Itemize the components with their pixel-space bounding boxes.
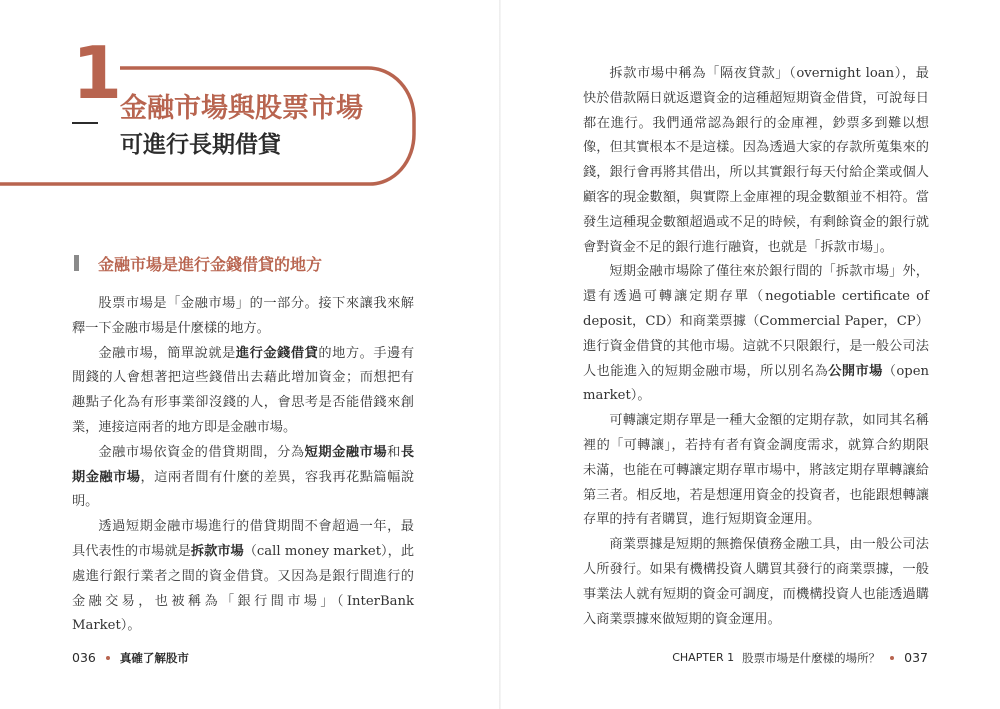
running-title: 股票市場是什麼樣的場所？ xyxy=(742,651,881,665)
right-footer xyxy=(672,649,928,667)
paragraph-text: 股票市場是「金融市場」的一部分。接下來讓我來解釋一下金融市場是什麼樣的地方。 xyxy=(72,296,414,336)
page-number: 036 xyxy=(72,650,96,665)
paragraph-text: 和 xyxy=(387,444,401,460)
section-heading xyxy=(74,252,322,274)
page-number: 037 xyxy=(904,650,928,665)
paragraph xyxy=(72,342,414,441)
section-bar-marker xyxy=(74,255,79,271)
chapter-label: CHAPTER 1 xyxy=(672,651,735,664)
paragraph xyxy=(72,515,414,639)
left-page-body xyxy=(72,292,414,639)
left-footer xyxy=(72,649,189,667)
emphasis-term: 短期金融市場 xyxy=(304,444,388,460)
chapter-subtitle: 可進行長期借貸 xyxy=(120,132,281,158)
paragraph-text: （open market）。 xyxy=(583,363,930,404)
bullet-dot-icon xyxy=(106,656,110,660)
paragraph-text: ，這兩者間有什麼的差異，容我再花點篇幅說明。 xyxy=(72,469,415,510)
emphasis-term: 長期金融市場 xyxy=(72,444,415,485)
paragraph xyxy=(583,533,929,632)
book-gutter xyxy=(499,0,501,709)
paragraph xyxy=(583,409,929,533)
paragraph-text: 可轉讓定期存單是一種大金額的定期存款，如同其名稱裡的「可轉讓」，若持有者有資金調度需求，就算合約期限未滿，也能在可轉讓定期存單市場中，將該定期存單轉讓給第三者。相反地，若是想運用資金的投資者，也能跟想轉讓存單的持有者購買，進行短期資金運用。 xyxy=(583,413,929,528)
paragraph xyxy=(72,292,414,342)
paragraph-text: 透過短期金融市場進行的借貸期間不會超過一年，最具代表性的市場就是 xyxy=(72,519,414,559)
paragraph xyxy=(72,441,414,515)
running-title: 真確了解股市 xyxy=(119,651,189,665)
paragraph-text: 的地方。手邊有閒錢的人會想著把這些錢借出去藉此增加資金；而想把有趣點子化為有形事業卻沒錢的人，會思考是否能借錢來創業，連接這兩者的地方即是金融市場。 xyxy=(72,345,415,435)
paragraph-text: 金融市場依資金的借貸期間，分為 xyxy=(98,444,305,460)
paragraph-text: 拆款市場中稱為「隔夜貸款」（overnight loan），最快於借款隔日就返還資金的這種超短期資金借貸，可說每日都在進行。我們通常認為銀行的金庫裡，鈔票多到難以想像，但其實根本不是這樣。因為透過大家的存款所蒐集來的錢，銀行會再將其借出，所以其實銀行每天付給企業或個人顧客的現金數額，與實際上金庫裡的現金數額並不相符。當發生這種現金數額超過或不足的時候，有剩餘資金的銀行就會對資金不足的銀行進行融資，也就是「拆款市場」。 xyxy=(583,66,929,255)
paragraph xyxy=(583,62,929,260)
paragraph-text: 短期金融市場除了僅往來於銀行間的「拆款市場」外，還有透過可轉讓定期存單（negotiable certificate of deposit，CD）和商業票據（Commercial Paper，CP）進行資金借貸的其他市場。這就不只限銀行，是一般公司法人也能進入的短期金融市場，所以別名為 xyxy=(583,264,929,379)
emphasis-term: 公開市場 xyxy=(828,363,883,379)
chapter-title-frame xyxy=(0,66,416,186)
section-title: 金融市場是進行金錢借貸的地方 xyxy=(98,254,323,274)
emphasis-term: 拆款市場 xyxy=(190,543,244,559)
paragraph-text: 商業票據是短期的無擔保債務金融工具，由一般公司法人所發行。如果有機構投資人購買其發行的商業票據，一般事業法人就有短期的資金可調度，而機構投資人也能透過購入商業票據來做短期的資金運用。 xyxy=(583,537,929,627)
paragraph-text: 金融市場，簡單說就是 xyxy=(98,345,236,361)
bullet-dot-icon xyxy=(890,656,894,660)
paragraph xyxy=(583,260,929,409)
chapter-number: 1 xyxy=(72,31,123,115)
paragraph-text: （call money market），此處進行銀行業者之間的資金借貸。又因為是銀行間進行的金融交易，也被稱為「銀行間市場」（InterBank Market）。 xyxy=(72,543,415,634)
chapter-title: 金融市場與股票市場 xyxy=(120,93,363,124)
right-page-body xyxy=(583,62,929,632)
emphasis-term: 進行金錢借貸 xyxy=(235,345,319,361)
